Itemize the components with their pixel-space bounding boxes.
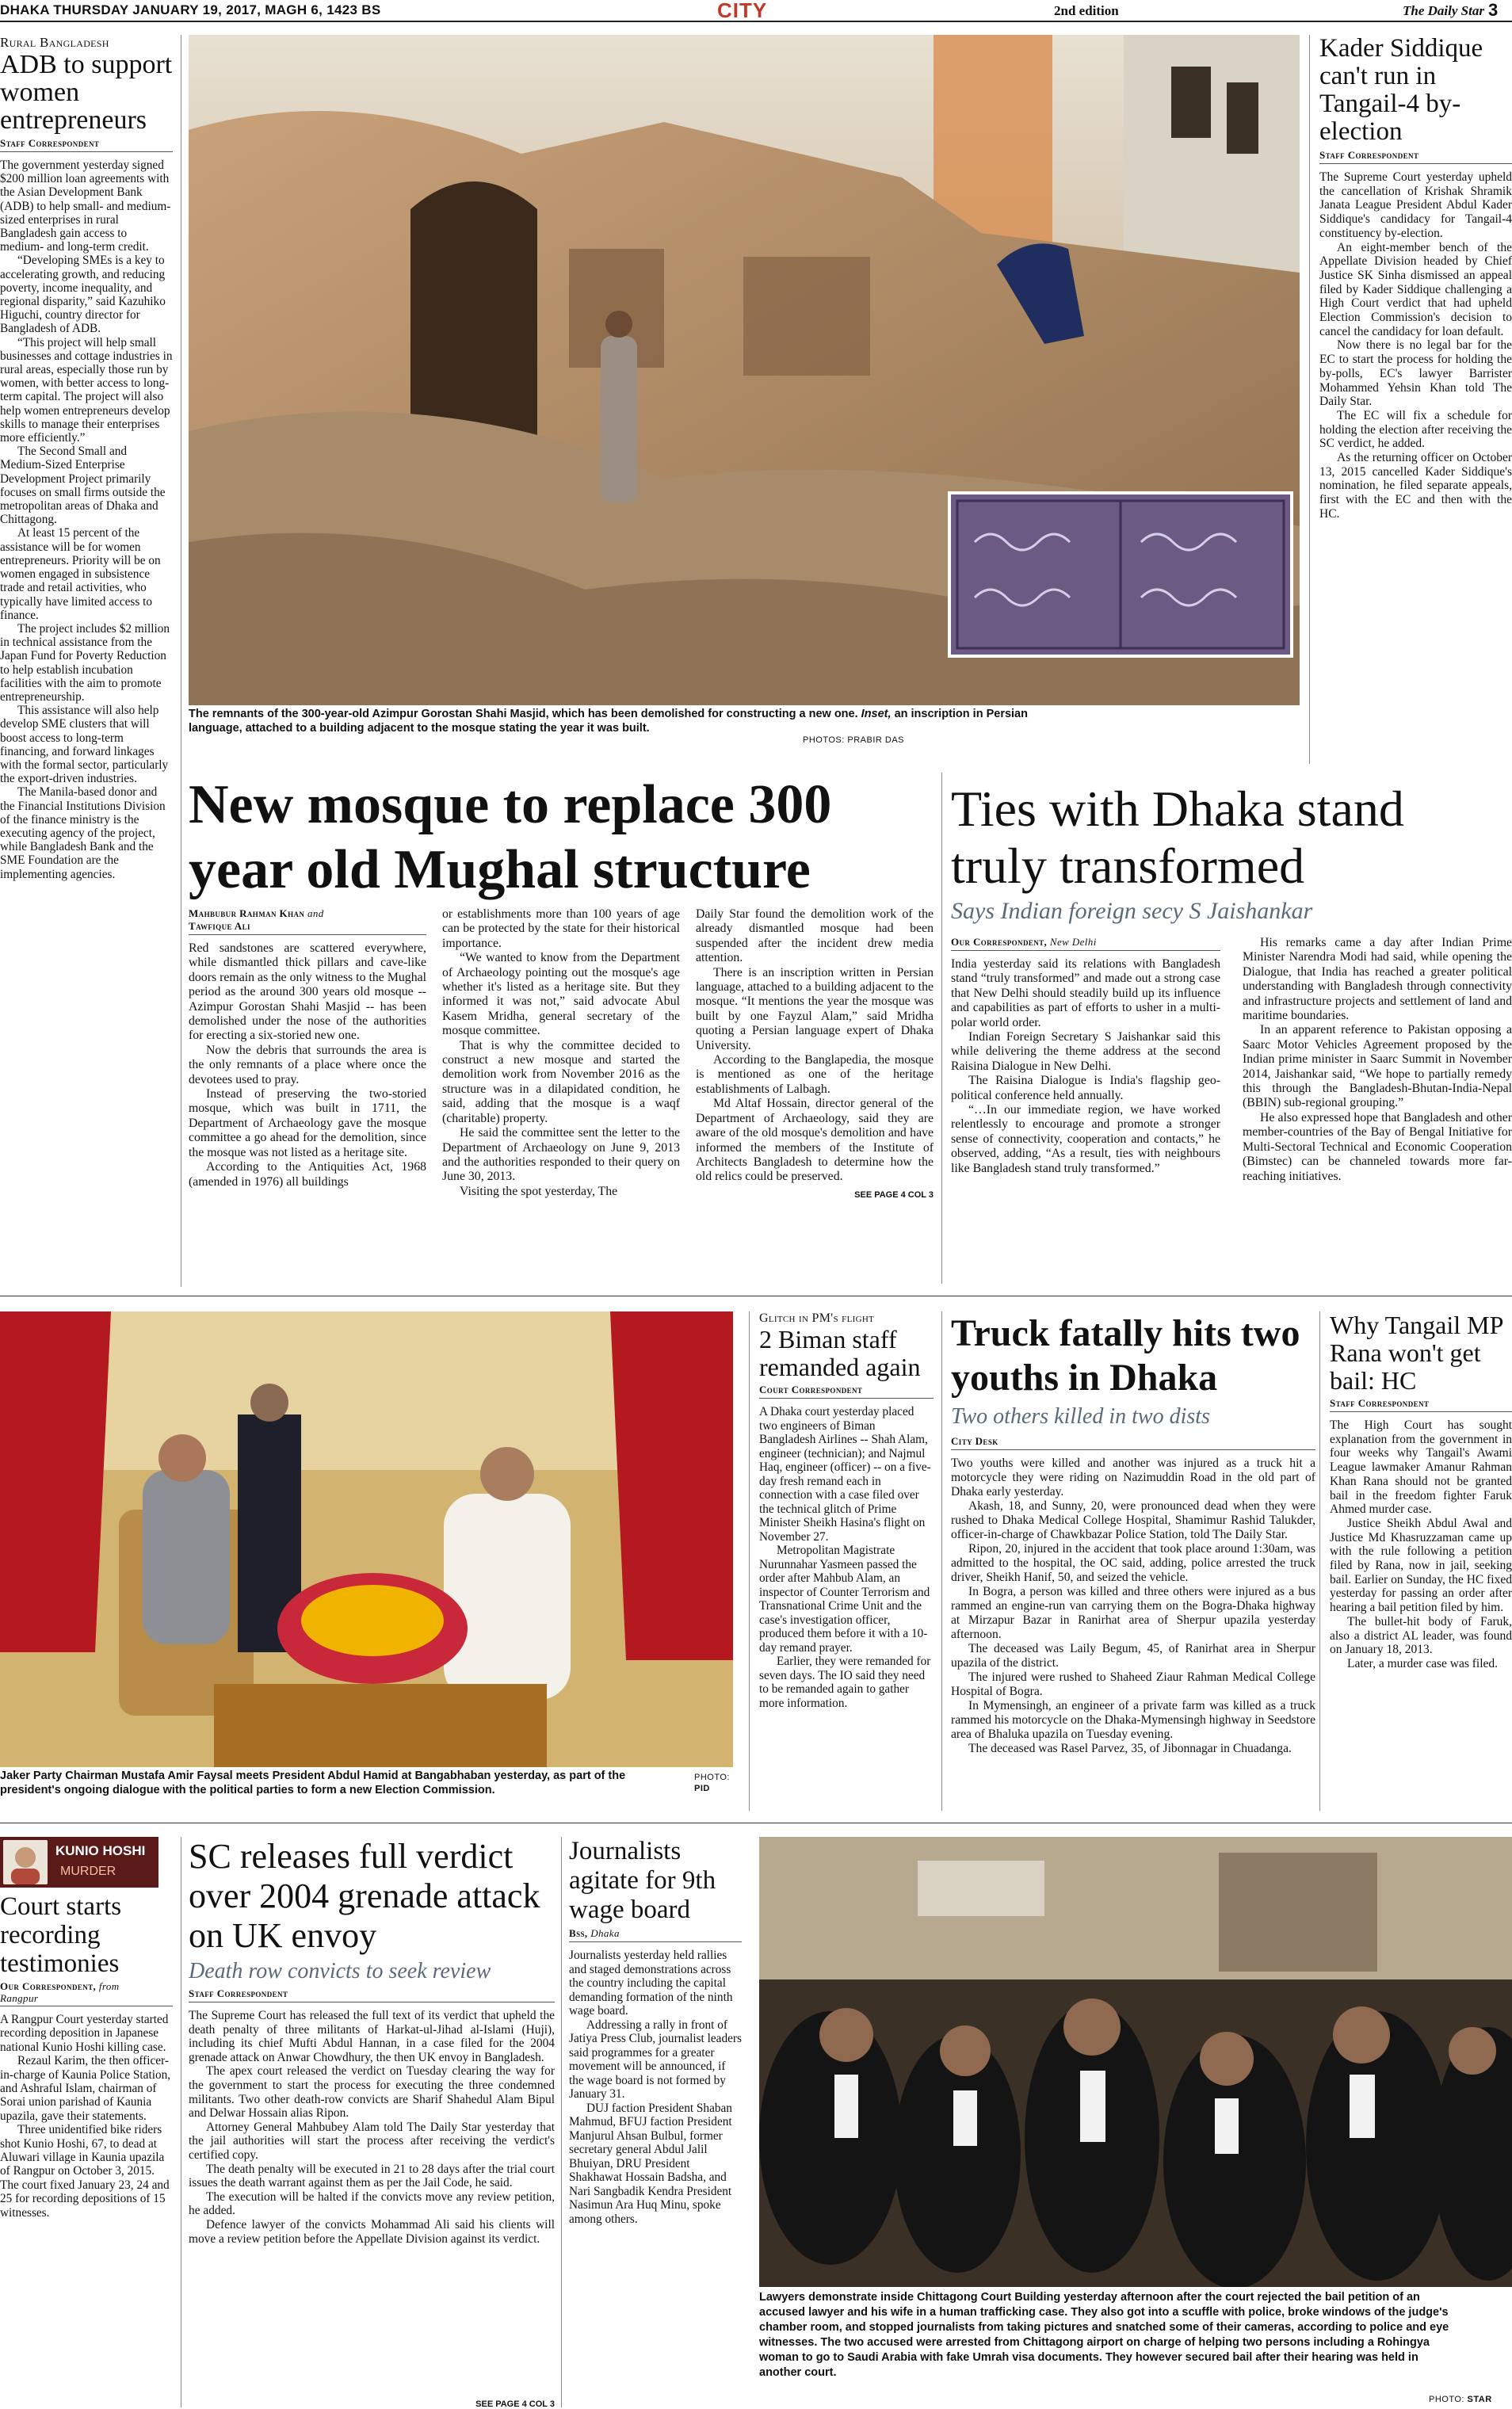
article-body: Journalists yesterday held rallies and staged demonstrations across the country including the capital demanding formation of the ninth wage board. Addressing a rally in front of Jatiya Press Club, journalist leaders said programmes for a greater movement will be announced, if the wage board is not formed by January 31. DUJ faction President Shaban Mahmud, BFUJ faction President Manjurul Ahsan Bulbul, former secretary general Abdul Jalil Bhuiyan, DRU President Shakhawat Hossain Badsha, and Nari Sangbadik Kendra President Nasimun Ara Huq Minu, spoke among others.: [569, 1949, 742, 2226]
edition-label: 2nd edition: [1054, 3, 1119, 18]
paragraph: The Manila-based donor and the Financial Institutions Division of the finance ministry is the executing agency of the project, while Bangladesh Bank and the SME Foundation are the implementing agencies.: [0, 785, 166, 881]
victim-portrait: [3, 1840, 48, 1884]
masthead: [0, 0, 1512, 22]
deck: Says Indian foreign secy S Jaishankar: [951, 898, 1313, 924]
kicker: Glitch in PM's flight: [759, 1311, 875, 1325]
headline: ADB to support women entrepreneurs: [0, 50, 173, 135]
article-journalists: [569, 1837, 742, 2409]
kicker: Rural Bangladesh: [0, 35, 109, 50]
lawyers-photo: [759, 1837, 1512, 2287]
photo-credit-label: PHOTO:: [1429, 2395, 1464, 2404]
byline: Our Correspondent, from Rangpur: [0, 1980, 173, 2006]
byline: Staff Correspondent: [1330, 1397, 1512, 1412]
photo-credit: PHOTOS: PRABIR DAS: [803, 735, 904, 745]
headline: Why Tangail MP Rana won't get bail: HC: [1330, 1311, 1503, 1395]
article-kunio: [0, 1837, 173, 2409]
section-name: CITY: [717, 0, 768, 22]
paragraph: The project includes $2 million in technical assistance from the Japan Fund for Poverty Reduction to help establish incubation facilities with the aim to promote entrepreneurship.: [0, 621, 170, 704]
chittagong-court-image: [759, 1837, 1512, 2287]
paragraph: At least 15 percent of the assistance will be for women entrepreneurs. Priority will be on women engaged in subsistence trade and retail activities, who typically have limited access to finance.: [0, 526, 161, 622]
bangabhaban-meeting-image: [0, 1311, 733, 1767]
byline: Staff Correspondent: [189, 1987, 555, 2002]
byline: Court Correspondent: [759, 1384, 934, 1399]
article-body: The Supreme Court yesterday upheld the cancellation of Krishak Shramik Janata League President Abdul Kader Siddique's candidacy for Tangail-4 constituency by-election. An eight-member bench of the Appellate Division headed by Chief Justice SK Sinha dismissed an appeal filed by Kader Siddique challenging a High Court verdict that had upheld Election Commission's decision to cancel the candidacy for loan default. Now there is no legal bar for the EC to start the process for holding the by-polls, EC's lawyer Barrister Mohammed Yehsin Khan told The Daily Star. The EC will fix a schedule for holding the election after receiving the SC verdict, he added. As the returning officer on October 13, 2015 cancelled Kader Siddique's nomination, he filed separate appeals, first with the EC and then with the HC.: [1319, 170, 1512, 521]
persian-inscription-image: [951, 494, 1290, 655]
inscription-inset: [948, 491, 1293, 658]
deck: Two others killed in two dists: [951, 1404, 1210, 1429]
photo-credit: STAR: [1467, 2395, 1492, 2404]
deck: Death row convicts to seek review: [189, 1959, 491, 1983]
article-truck: [951, 1311, 1315, 1811]
article-body: [0, 158, 173, 881]
byline: Our Correspondent, New Delhi: [951, 936, 1220, 951]
caption-text: Lawyers demonstrate inside Chittagong Court Building yesterday afternoon after the court rejected the bail petition of an accused lawyer and his wife in a human trafficking case. They also got into a scuffle with police, broke windows of the judge's chamber room, and stopped journalists from taking pictures and snatched some of their cameras, according to police and eye witnesses. The two accused were arrested from Chittagong airport on charge of helping two persons including a Rohingya woman to go to Saudi Arabia with fake Umrah visa documents. They however secured bail after their hearing was held in another court.: [759, 2291, 1449, 2379]
article-body-col2: or establishments more than 100 years of age can be protected by the state for their historical importance. “We wanted to know from the Department of Archaeology pointing out the mosque's age whether it's listed as a heritage site. But they informed it was not,” said advocate Abul Kasem Mridha, general secretary of the mosque committee. That is why the committee decided to construct a new mosque and started the demolition work from November 2016 as the structure was in a dilapidated condition, he said, adding that the mosque is a waqf (charitable) property. He said the committee sent the letter to the Department of Archaeology on June 9, 2013 and the authorities responded to their query on June 30, 2013. Visiting the spot yesterday, The: [442, 907, 680, 1198]
caption-text: Jaker Party Chairman Mustafa Amir Faysal meets President Abdul Hamid at Bangabhaban yesterday, as part of the president's ongoing dialogue with the political parties to form a new Election Commission.: [0, 1770, 626, 1796]
headline: New mosque to replace 300 year old Mughal structure: [189, 774, 832, 900]
jump-line[interactable]: SEE PAGE 4 COL 3: [475, 2399, 555, 2409]
article-body-col1: Red sandstones are scattered everywhere, while dismantled thick pillars and cave-like doors remain as the only witness to the Mughal period as the around 300 years old mosque -- Azimpur Gorostan Shahi Masjid -- has been demolished under the nose of the authorities for erecting a six-storied new one. Now the debris that surrounds the area is the only remnants of a place where once the devotees used to pray. Instead of preserving the two-storied mosque, which was built in 1711, the Department of Archaeology gave the mosque committee a go ahead for the demolition, since the mosque was not listed as a heritage site. According to the Antiquities Act, 1968 (amended in 1976) all buildings: [189, 941, 426, 1189]
article-body-col3: Daily Star found the demolition work of the already dismantled mosque had been suspended after the incident drew media attention. There is an inscription written in Persian language, attached to a building adjacent to the mosque. “It mentions the year the mosque was built by one Fayzul Alam,” said Mridha quoting a Persian language expert of Dhaka University. According to the Banglapedia, the mosque is mentioned as one of the heritage establishments of Lalbagh. Md Altaf Hossain, director general of the Department of Archaeology, said they are aware of the old mosque's demolition and have informed the members of the Institute of Architects Bangladesh to determine how the old relics could be preserved. SEE PAGE 4 COL 3: [696, 907, 934, 1288]
article-tangail: [1330, 1311, 1512, 1811]
article-sc-verdict: [189, 1837, 555, 2409]
byline: Staff Correspondent: [0, 137, 173, 152]
caption-inset-label: Inset,: [861, 708, 892, 720]
jump-line[interactable]: SEE PAGE 4 COL 3: [854, 1189, 934, 1200]
byline: Bss, Dhaka: [569, 1927, 742, 1942]
article-body: The Supreme Court has released the full text of its verdict that upheld the death penalty of three militants of Harkat-ul-Jihad al-Islami (Huji), including its chief Mufti Abdul Hannan, in a case filed for the 2004 grenade attack on Anwar Chowdhury, the then UK envoy in Bangladesh. The apex court released the verdict on Tuesday clearing the way for the government to start the process for executing the three condemned militants. Two other death-row convicts are Sharif Shahedul Alam Bipul and Delwar Hossain alias Ripon. Attorney General Mahbubey Alam told The Daily Star yesterday that the jail authorities will start the process after receiving the verdict's certified copy. The death penalty will be executed in 21 to 28 days after the trial court issues the death warrant against them as per the Jail Code, he said. The execution will be halted if the convicts move any review petition, he added. Defence lawyer of the convicts Mohammad Ali said his clients will move a review petition before the Appellate Division against its verdict.: [189, 2009, 555, 2246]
paragraph: “This project will help small businesses and cottage industries in rural areas, especially those run by women, with better access to long-term capital. The project will also help women entrepreneurs develop skills to manage their enterprises more efficiently.”: [0, 335, 173, 445]
portrait-image: [3, 1840, 48, 1884]
headline: Truck fatally hits two youths in Dhaka: [951, 1312, 1300, 1399]
byline: City Desk: [951, 1435, 1315, 1450]
article-body: The High Court has sought explanation from the government in four weeks why Tangail's Awami League lawmaker Amanur Rahman Khan Rana should not be granted bail in the freedom fighter Faruk Ahmed murder case. Justice Sheikh Abdul Awal and Justice Md Khasruzzaman came up with the rule following a petition filed by Rana, now in jail, seeking bail. Earlier on Sunday, the HC fixed yesterday for passing an order after hearing a bail petition filed by him. The bullet-hit body of Faruk, also a district AL leader, was found on January 18, 2013. Later, a murder case was filed.: [1330, 1418, 1512, 1670]
headline: Journalists agitate for 9th wage board: [569, 1837, 716, 1924]
byline: Mahbubur Rahman Khan and Tawfique Ali: [189, 907, 426, 935]
byline: Staff Correspondent: [1319, 149, 1512, 164]
article-body: A Dhaka court yesterday placed two engineers of Biman Bangladesh Airlines -- Shah Alam, engineer (technician); and Najmul Haq, engineer (officer) -- on a five-day fresh remand each in connection with a case filed over the technical glitch of Prime Minister Sheikh Hasina's flight on November 27. Metropolitan Magistrate Nurunnahar Yasmeen passed the order after Mahbub Alam, an inspector of Counter Terrorism and Transnational Crime Unit and the case's investigation officer, produced them before it with a 10-day remand prayer. Earlier, they were remanded for seven days. The IO said they need to be remanded again to gather more information.: [759, 1405, 931, 1710]
paragraph: This assistance will also help develop SME clusters that will boost access to long-term financing, and forward linkages with the formal sector, particularly the export-driven industries.: [0, 704, 169, 786]
headline: Kader Siddique can't run in Tangail-4 by-election: [1319, 35, 1483, 146]
article-body: A Rangpur Court yesterday started recording deposition in Japanese national Kunio Hoshi killing case. Rezaul Karim, the then officer-in-charge of Kaunia Police Station, and Ashraful Islam, chairman of Sorai union parishad of Kaunia upazila, gave their statements. Three unidentified bike riders shot Kunio Hoshi, 67, to dead at Aluwari village in Kaunia upazila of Rangpur on October 3, 2015. The court fixed January 23, 24 and 25 for recording depositions of 15 witnesses.: [0, 2013, 171, 2220]
article-adb: [0, 35, 173, 1291]
headline: SC releases full verdict over 2004 grenade attack on UK envoy: [189, 1837, 540, 1955]
president-photo: [0, 1311, 733, 1767]
headline: Ties with Dhaka stand truly transformed: [951, 781, 1404, 894]
mosque-photo-caption: [189, 707, 1300, 746]
article-body: Two youths were killed and another was injured as a truck hit a motorcycle they were riding on Nazimuddin Road in the old part of Dhaka early yesterday. Akash, 18, and Sunny, 20, were pronounced dead when they were rushed to Dhaka Medical College Hospital, Shamimur Rashid Talukder, officer-in-charge of Chawkbazar Police Station, told The Daily Star. Ripon, 20, injured in the accident that took place around 1:30am, was admitted to the hospital, the OC said, adding, police arrested the truck driver, Sheikh Hanif, 50, and seized the vehicle. In Bogra, a person was killed and three others were injured as a bus rammed an engine-run van carrying them on the Bogra-Dhaka highway at Mirzapur Bazar in Ranirhat area of Sherpur upazila yesterday afternoon. The deceased was Laily Begum, 45, of Ranirhat area in Sherpur upazila of the district. The injured were rushed to Shaheed Ziaur Rahman Medical College Hospital of Bogra. In Mymensingh, an engineer of a private farm was killed as a truck rammed his motorcycle on the Dhaka-Mymensingh highway in Seedstore area of Bhaluka upazila on Tuesday evening. The deceased was Rasel Parvez, 35, of Jibonnagar in Chuadanga.: [951, 1456, 1315, 1755]
headline: 2 Biman staff remanded again: [759, 1325, 921, 1381]
topic-badge: [0, 1837, 158, 1888]
president-photo-caption: [0, 1769, 733, 1808]
paragraph: The government yesterday signed $200 million loan agreements with the Asian Development Bank (ADB) to help small- and medium-sized enterprises in rural Bangladesh gain access to medium- and long-term credit.: [0, 158, 171, 254]
caption-text: The remnants of the 300-year-old Azimpur Gorostan Shahi Masjid, which has been demolished for constructing a new one.: [189, 708, 861, 720]
paragraph: “Developing SMEs is a key to accelerating growth, and reducing poverty, income inequality, and regional disparity,” said Kazuhiko Higuchi, country director for Bangladesh of ADB.: [0, 254, 166, 336]
badge-subtitle: MURDER: [60, 1865, 116, 1878]
headline: Court starts recording testimonies: [0, 1892, 122, 1978]
article-kader: [1319, 35, 1512, 764]
caption-text-2: an inscription in Persian language, attached to a building adjacent to the mosque stating the year it was built.: [189, 708, 1028, 735]
masthead-dateline: DHAKA THURSDAY JANUARY 19, 2017, MAGH 6, 1423 BS: [0, 2, 381, 17]
photo-credit-label: PHOTO:: [694, 1773, 730, 1782]
article-body-col2: His remarks came a day after Indian Prime Minister Narendra Modi had said, while opening the Dialogue, that India has reached a greater political understanding with Bangladesh through connectivity and infrastructure projects and settlement of land and maritime boundaries. In an apparent reference to Pakistan opposing a Saarc Motor Vehicles Agreement proposed by the Indian prime minister in Saarc Summit in November 2014, Jaishankar said, “We hope to partially remedy this through the Bangladesh-Bhutan-India-Nepal (BBIN) sub-regional grouping.” He also expressed hope that Bangladesh and other member-countries of the Bay of Bengal Initiative for Multi-Sectoral Technical and Economic Cooperation (Bimstec) can be channeled towards more far-reaching initiatives.: [1243, 936, 1512, 1183]
badge-title: KUNIO HOSHI: [55, 1843, 146, 1858]
article-mosque: [189, 773, 934, 1288]
article-biman: [759, 1311, 934, 1811]
lawyers-photo-caption: [759, 2290, 1512, 2409]
paragraph: The Second Small and Medium-Sized Enterprise Development Project primarily focuses on small firms outside the metropolitan areas of Dhaka and Chittagong.: [0, 445, 166, 527]
article-body-col1: India yesterday said its relations with Bangladesh stand “truly transformed” and made out a strong case that New Delhi should steadily build up its influence and capabilities as part of efforts to usher in a multi-polar world order. Indian Foreign Secretary S Jaishankar said this while delivering the theme address at the second Raisina Dialogue in New Delhi. The Raisina Dialogue is India's flagship geo-political conference held annually. “…In our immediate region, we have worked relentlessly to encourage and promote a stronger sense of connectivity, cooperation and contacts,” he observed, adding, “As a result, ties with neighbours like Bangladesh stand truly transformed.”: [951, 957, 1220, 1175]
mosque-photo: [189, 35, 1300, 705]
article-ties: [951, 781, 1512, 1288]
paper-logo: The Daily Star: [1403, 3, 1484, 18]
photo-credit: PID: [694, 1784, 710, 1793]
page-number: 3: [1488, 0, 1499, 20]
